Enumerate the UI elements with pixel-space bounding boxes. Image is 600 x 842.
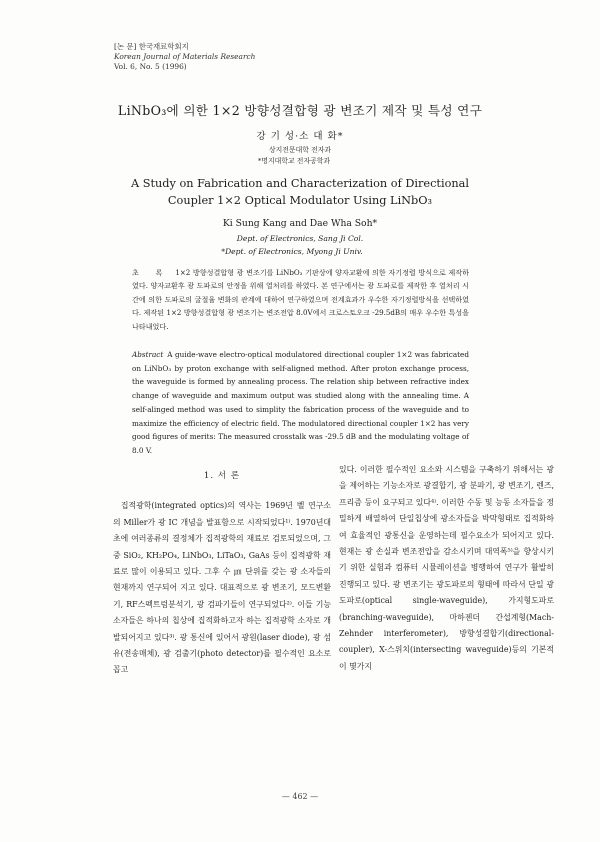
- journal-name-ko: [논 문] 한국재료학회지: [114, 42, 189, 51]
- page-number: — 462 —: [281, 792, 319, 801]
- abstract-en-label: Abstract: [132, 350, 164, 359]
- abstract-ko: [132, 266, 469, 333]
- abstract-en: [132, 348, 469, 458]
- body-paragraph-right: 있다. 이러한 필수적인 요소와 시스템을 구축하기 위해서는 광을 제어하는 기능소자로 광결합기, 광 분파기, 광 변조기, 렌즈, 프리즘 등이 요구되고 있다⁴⁾. 이러한 수동 및 능동 소자들을 정밀하게 배열하여 단일칩상에 광소자들을 박막형태로 집적화하여 효율적인 광통신을 운영하는데 필수요소가 되어지고 있다. 현재는 광 손실과 변조전압을 감소시키며 대역폭⁵⁾을 향상시키기 위한 실험과 컴퓨터 시뮬레이션을 병행하여 연구가 활발히 진행되고 있다. 광 변조기는 광도파로의 형태에 따라서 단일 광 도파로(optical single-waveguide), 가지형도파로(branching-waveguide), 마하젠더 간섭계형(Mach-Zehnder interferometer), 방향성결합기(directional-coupler), X-스위치(intersecting waveguide)등의 기본적이 몇가지: [339, 465, 554, 671]
- paper-title-en-1: A Study on Fabrication and Characterization of Directional: [130, 177, 470, 190]
- abstract-ko-label: 초 록: [132, 268, 170, 277]
- journal-name-en: Korean Journal of Materials Research: [114, 52, 256, 61]
- authors-ko: 강 기 성·소 대 화*: [256, 131, 344, 142]
- authors-en: Ki Sung Kang and Dae Wha Soh*: [222, 218, 378, 229]
- abstract-ko-text: 1×2 방향성결합형 광 변조기를 LiNbO₃ 기판상에 양자교환에 의한 자기정렬 방식으로 제작하였다. 양자교환후 광 도파로의 안정을 위해 열처리를 하였다. 본 연구에서는 광 도파로를 제작한 후 열처리 시간에 의한 도파로의 굴절율 변화의 관계에 대하여 연구하였으며 전계효과가 우수한 자기정렬방식을 선택하였다. 제작된 1×2 방향성결합형 광 변조기는 변조전압 8.0V에서 크로스토오크 -29.5dB의 매우 우수한 특성을 나타내었다.: [132, 268, 469, 331]
- journal-volume: Vol. 6, No. 5 (1996): [114, 62, 187, 71]
- body-column-right: [339, 462, 554, 675]
- abstract-en-text: A guide-wave electro-optical modulatored directional coupler 1×2 was fabricated on LiNbO₃ by proton exchange with self-aligned method. After proton exchange process, the waveguide is formed by annealing process. The relation ship between refractive index change of waveguide and maximum output was studied along with the annealing time. A self-alinged method was used to simplity the fabrication process of the waveguide and to maximize the efficiency of electric field. The modulatored directional coupler 1×2 has very good figures of merits: The measured crosstalk was -29.5 dB and the modulating voltage of 8.0 V.: [132, 350, 469, 455]
- paper-title-en-2: Coupler 1×2 Optical Modulator Using LiNbO₃: [167, 194, 433, 207]
- affiliation-ko-2: *명지대학교 전자공학과: [257, 157, 331, 165]
- body-paragraph-left: 집적광학(integrated optics)의 역사는 1969년 벨 연구소의 Miller가 광 IC 개념을 발표함으로 시작되었다¹⁾. 1970년대초에 여러종류의 결정체가 집적광학의 재료로 검토되었으며, 그 중 SiO₂, KH₂PO₄, LiNbO₃, LiTaO₃, GaAs 등이 집적광학 재료로 많이 이용되고 있다. 그후 수 ㎛ 단위를 갖는 광 소자들의 현재까지 연구되어 지고 있다. 대표적으로 광 변조기, 모드변환기, RF스펙트럼분석기, 광 검파기들이 연구되었다²⁾. 이들 기능소자들은 하나의 칩상에 집적화하고자 하는 집적광학 소자로 개발되어지고 있다³⁾. 광 통신에 있어서 광원(laser diode), 광 섬유(전송매체), 광 검출기(photo detector)를 필수적인 요소로 꼽고: [113, 501, 331, 675]
- paper-title-ko: LiNbO₃에 의한 1×2 방향성결합형 광 변조기 제작 및 특성 연구: [117, 103, 483, 118]
- section-heading-introduction: 1. 서 론: [203, 471, 241, 481]
- affiliation-en-1: Dept. of Electronics, Sang Ji Col.: [236, 234, 364, 243]
- body-column-left: [113, 462, 331, 679]
- affiliation-ko-1: 상지전문대학 전자과: [268, 146, 332, 154]
- affiliation-en-2: *Dept. of Electronics, Myong Ji Univ.: [221, 247, 363, 256]
- journal-header: [114, 42, 255, 72]
